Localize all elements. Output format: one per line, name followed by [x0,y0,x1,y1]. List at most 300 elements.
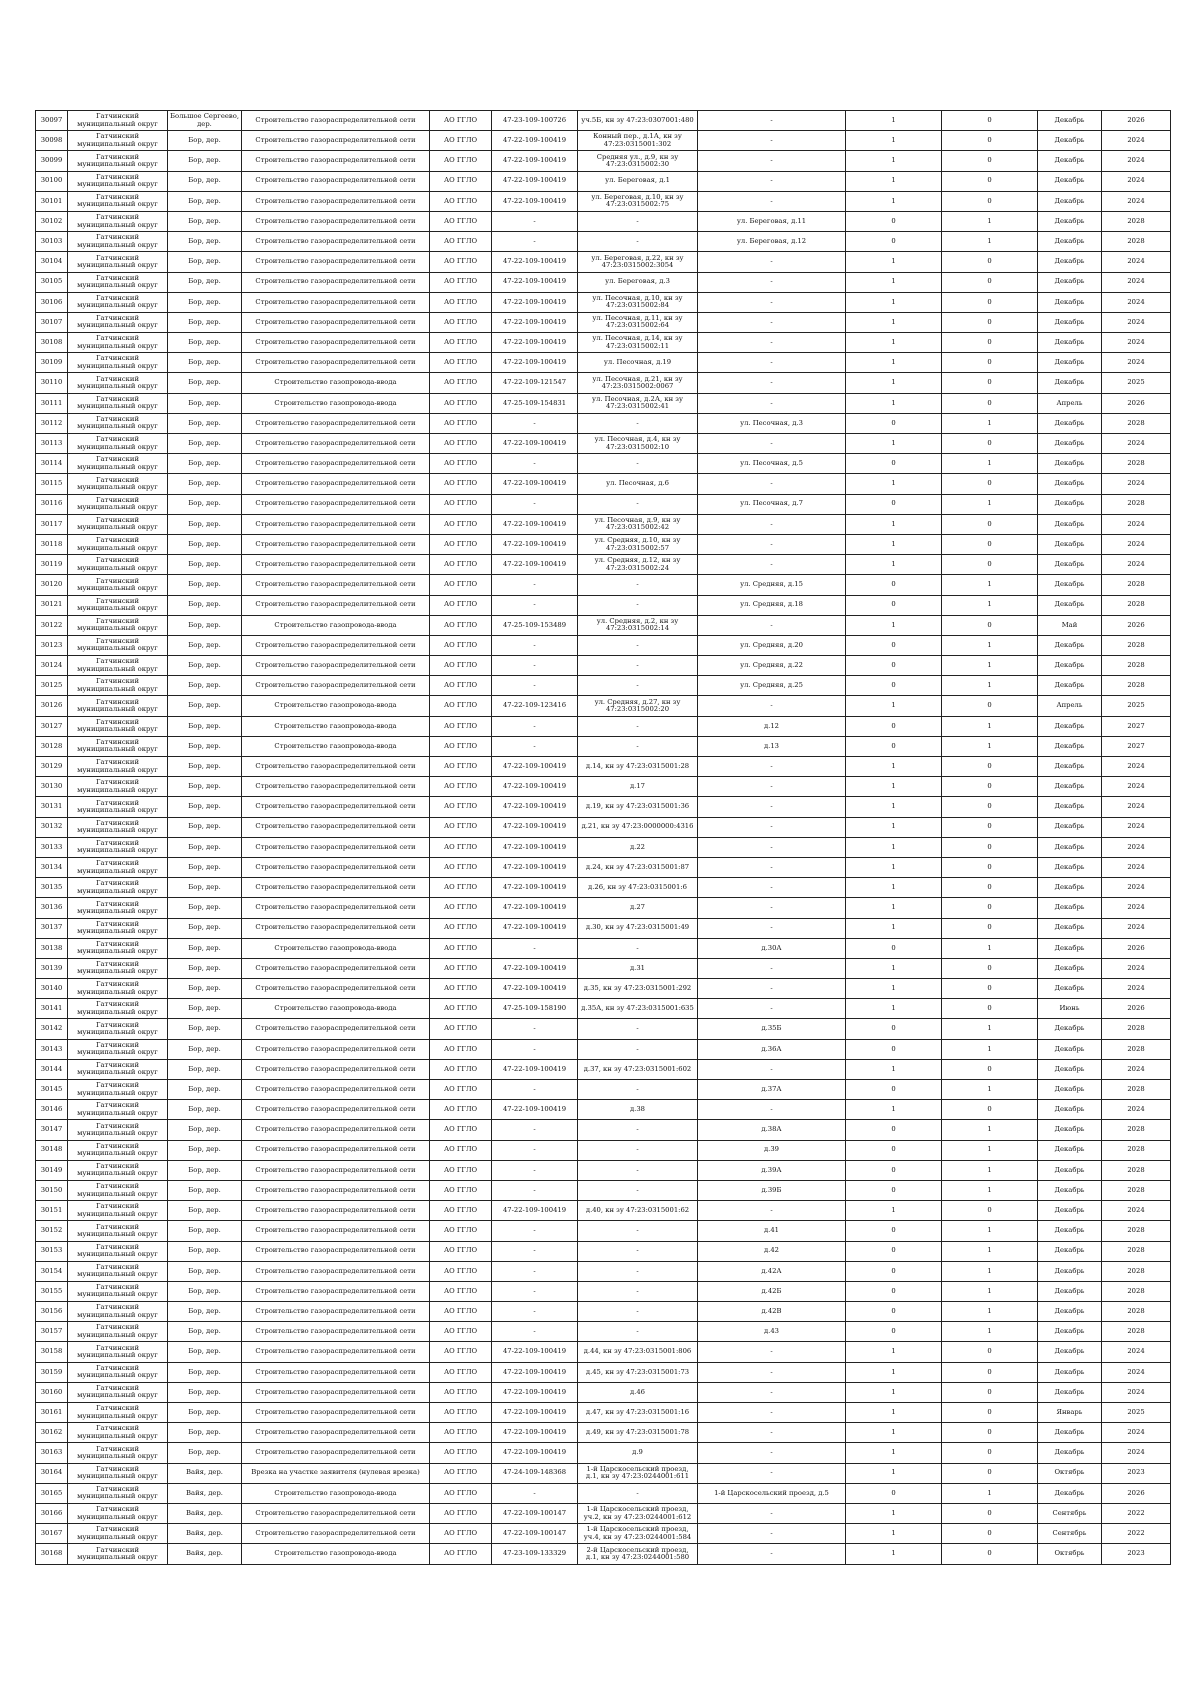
cell-count-b: 0 [942,1362,1038,1382]
cell-address-planned: д.41 [698,1221,846,1241]
cell-work-type: Строительство газораспределительной сети [242,211,430,231]
cell-application-number: 47-22-109-100419 [492,757,578,777]
cell-year: 2024 [1102,292,1171,312]
cell-count-b: 1 [942,736,1038,756]
cell-settlement: Бор, дер. [168,333,242,353]
table-row [36,211,1171,231]
table-row [36,1080,1171,1100]
cell-settlement: Бор, дер. [168,1039,242,1059]
cell-address-planned: - [698,514,846,534]
cell-operator: АО ГГЛО [430,111,492,131]
cell-settlement: Бор, дер. [168,777,242,797]
cell-year: 2028 [1102,1261,1171,1281]
cell-month: Декабрь [1038,292,1102,312]
cell-address-planned: д.42А [698,1261,846,1281]
cell-address-existing: д.31 [578,958,698,978]
cell-work-type: Строительство газораспределительной сети [242,292,430,312]
table-row [36,1201,1171,1221]
cell-count-a: 0 [846,1180,942,1200]
cell-settlement: Бор, дер. [168,1140,242,1160]
cell-settlement: Бор, дер. [168,1221,242,1241]
cell-count-b: 0 [942,979,1038,999]
cell-year: 2024 [1102,837,1171,857]
cell-application-number: - [492,1019,578,1039]
cell-month: Декабрь [1038,252,1102,272]
table-row [36,797,1171,817]
cell-month: Декабрь [1038,454,1102,474]
cell-address-existing: д.17 [578,777,698,797]
cell-operator: АО ГГЛО [430,534,492,554]
cell-count-a: 0 [846,1140,942,1160]
cell-count-a: 1 [846,1524,942,1544]
cell-row-number: 30106 [36,292,68,312]
cell-district: Гатчинский муниципальный округ [68,757,168,777]
cell-address-planned: ул. Песочная, д.7 [698,494,846,514]
cell-application-number: - [492,1140,578,1160]
cell-count-a: 1 [846,171,942,191]
cell-operator: АО ГГЛО [430,393,492,413]
cell-operator: АО ГГЛО [430,999,492,1019]
cell-count-a: 1 [846,393,942,413]
cell-application-number: - [492,595,578,615]
cell-year: 2027 [1102,716,1171,736]
cell-year: 2028 [1102,595,1171,615]
cell-work-type: Строительство газораспределительной сети [242,575,430,595]
cell-work-type: Строительство газораспределительной сети [242,272,430,292]
cell-count-a: 1 [846,373,942,393]
cell-application-number: - [492,211,578,231]
cell-count-a: 1 [846,837,942,857]
cell-year: 2024 [1102,353,1171,373]
cell-operator: АО ГГЛО [430,494,492,514]
cell-year: 2025 [1102,373,1171,393]
cell-row-number: 30129 [36,757,68,777]
cell-count-b: 0 [942,393,1038,413]
cell-row-number: 30113 [36,434,68,454]
cell-district: Гатчинский муниципальный округ [68,979,168,999]
cell-year: 2028 [1102,1281,1171,1301]
cell-count-a: 1 [846,131,942,151]
cell-address-planned: д.30А [698,938,846,958]
table-row [36,1180,1171,1200]
cell-work-type: Строительство газораспределительной сети [242,1403,430,1423]
cell-count-a: 1 [846,474,942,494]
cell-work-type: Строительство газораспределительной сети [242,413,430,433]
cell-year: 2024 [1102,1362,1171,1382]
cell-application-number: - [492,736,578,756]
cell-district: Гатчинский муниципальный округ [68,393,168,413]
cell-operator: АО ГГЛО [430,1463,492,1483]
cell-operator: АО ГГЛО [430,1503,492,1523]
cell-address-planned: - [698,111,846,131]
cell-operator: АО ГГЛО [430,1241,492,1261]
cell-operator: АО ГГЛО [430,1180,492,1200]
cell-count-b: 0 [942,1201,1038,1221]
cell-address-existing: 1-й Царскосельский проезд, уч.2, кн зу 47:23:0244001:612 [578,1503,698,1523]
cell-address-existing: - [578,1140,698,1160]
cell-count-a: 0 [846,716,942,736]
cell-month: Декабрь [1038,736,1102,756]
cell-application-number: 47-22-109-100419 [492,1362,578,1382]
cell-operator: АО ГГЛО [430,938,492,958]
cell-work-type: Строительство газопровода-ввода [242,938,430,958]
cell-row-number: 30097 [36,111,68,131]
cell-operator: АО ГГЛО [430,1039,492,1059]
cell-row-number: 30139 [36,958,68,978]
cell-address-planned: - [698,252,846,272]
cell-row-number: 30112 [36,413,68,433]
table-row [36,111,1171,131]
cell-count-a: 0 [846,232,942,252]
cell-operator: АО ГГЛО [430,252,492,272]
cell-district: Гатчинский муниципальный округ [68,736,168,756]
cell-application-number: - [492,575,578,595]
cell-month: Декабрь [1038,1322,1102,1342]
cell-row-number: 30151 [36,1201,68,1221]
cell-row-number: 30123 [36,635,68,655]
cell-settlement: Бор, дер. [168,1382,242,1402]
cell-month: Декабрь [1038,555,1102,575]
cell-operator: АО ГГЛО [430,656,492,676]
cell-address-existing: - [578,656,698,676]
cell-work-type: Строительство газораспределительной сети [242,1059,430,1079]
cell-operator: АО ГГЛО [430,736,492,756]
cell-district: Гатчинский муниципальный округ [68,1019,168,1039]
cell-year: 2028 [1102,1039,1171,1059]
cell-year: 2024 [1102,958,1171,978]
cell-address-planned: - [698,1362,846,1382]
cell-count-a: 0 [846,1120,942,1140]
cell-settlement: Бор, дер. [168,555,242,575]
cell-row-number: 30146 [36,1100,68,1120]
cell-address-existing: ул. Песочная, д.11, кн зу 47:23:0315002:64 [578,312,698,332]
cell-settlement: Бор, дер. [168,958,242,978]
table-row [36,1302,1171,1322]
table-row [36,514,1171,534]
cell-count-a: 1 [846,514,942,534]
table-row [36,191,1171,211]
cell-application-number: 47-22-109-100419 [492,857,578,877]
cell-settlement: Бор, дер. [168,1059,242,1079]
cell-row-number: 30145 [36,1080,68,1100]
table-row [36,353,1171,373]
cell-application-number: 47-22-109-100419 [492,474,578,494]
cell-month: Декабрь [1038,211,1102,231]
table-row [36,312,1171,332]
cell-operator: АО ГГЛО [430,817,492,837]
cell-address-planned: д.42 [698,1241,846,1261]
cell-operator: АО ГГЛО [430,1322,492,1342]
cell-work-type: Строительство газораспределительной сети [242,232,430,252]
cell-work-type: Строительство газораспределительной сети [242,1080,430,1100]
cell-count-b: 0 [942,757,1038,777]
cell-settlement: Бор, дер. [168,1342,242,1362]
cell-district: Гатчинский муниципальный округ [68,615,168,635]
cell-year: 2024 [1102,474,1171,494]
cell-count-a: 1 [846,797,942,817]
table-row [36,615,1171,635]
cell-month: Декабрь [1038,595,1102,615]
cell-work-type: Строительство газораспределительной сети [242,1281,430,1301]
cell-count-b: 0 [942,1403,1038,1423]
table-row [36,1281,1171,1301]
cell-address-planned: - [698,1382,846,1402]
cell-settlement: Бор, дер. [168,534,242,554]
table-row [36,454,1171,474]
cell-work-type: Строительство газораспределительной сети [242,131,430,151]
cell-settlement: Бор, дер. [168,312,242,332]
cell-row-number: 30121 [36,595,68,615]
cell-settlement: Бор, дер. [168,575,242,595]
cell-year: 2024 [1102,131,1171,151]
cell-address-planned: д.13 [698,736,846,756]
cell-month: Декабрь [1038,272,1102,292]
table-row [36,635,1171,655]
cell-count-b: 0 [942,312,1038,332]
cell-row-number: 30126 [36,696,68,716]
cell-settlement: Бор, дер. [168,1120,242,1140]
cell-work-type: Врезка на участке заявителя (нулевая врезка) [242,1463,430,1483]
cell-application-number: 47-22-109-100419 [492,918,578,938]
cell-work-type: Строительство газораспределительной сети [242,1342,430,1362]
cell-address-planned: - [698,151,846,171]
cell-work-type: Строительство газораспределительной сети [242,757,430,777]
cell-application-number: 47-22-109-100419 [492,979,578,999]
cell-settlement: Бор, дер. [168,656,242,676]
cell-work-type: Строительство газораспределительной сети [242,1261,430,1281]
cell-row-number: 30167 [36,1524,68,1544]
cell-month: Декабрь [1038,878,1102,898]
cell-month: Апрель [1038,696,1102,716]
cell-settlement: Бор, дер. [168,131,242,151]
cell-address-existing: - [578,1039,698,1059]
cell-address-existing: д.49, кн зу 47:23:0315001:78 [578,1423,698,1443]
cell-application-number: - [492,1160,578,1180]
cell-address-existing: 1-й Царскосельский проезд, уч.4, кн зу 47:23:0244001:584 [578,1524,698,1544]
cell-address-existing: д.40, кн зу 47:23:0315001:62 [578,1201,698,1221]
cell-month: Декабрь [1038,1120,1102,1140]
cell-address-planned: - [698,958,846,978]
cell-count-b: 0 [942,1100,1038,1120]
cell-address-existing: ул. Песочная, д.2А, кн зу 47:23:0315002:41 [578,393,698,413]
cell-count-b: 1 [942,1322,1038,1342]
cell-year: 2024 [1102,534,1171,554]
cell-year: 2024 [1102,757,1171,777]
cell-address-existing: д.46 [578,1382,698,1402]
cell-row-number: 30138 [36,938,68,958]
cell-settlement: Бор, дер. [168,1423,242,1443]
cell-work-type: Строительство газораспределительной сети [242,1241,430,1261]
cell-application-number: - [492,1483,578,1503]
cell-count-b: 1 [942,635,1038,655]
cell-year: 2024 [1102,898,1171,918]
cell-row-number: 30104 [36,252,68,272]
table-row [36,857,1171,877]
cell-work-type: Строительство газораспределительной сети [242,817,430,837]
cell-operator: АО ГГЛО [430,575,492,595]
cell-row-number: 30109 [36,353,68,373]
cell-year: 2023 [1102,1463,1171,1483]
cell-application-number: 47-22-109-123416 [492,696,578,716]
cell-address-existing: ул. Песочная, д.21, кн зу 47:23:0315002:0067 [578,373,698,393]
cell-month: Декабрь [1038,1059,1102,1079]
cell-row-number: 30120 [36,575,68,595]
cell-count-b: 0 [942,151,1038,171]
cell-operator: АО ГГЛО [430,1403,492,1423]
table-row [36,696,1171,716]
cell-address-existing: - [578,676,698,696]
cell-count-b: 1 [942,676,1038,696]
cell-work-type: Строительство газопровода-ввода [242,716,430,736]
cell-address-existing: 1-й Царскосельский проезд, д.1, кн зу 47:23:0244001:611 [578,1463,698,1483]
table-row [36,817,1171,837]
cell-count-b: 0 [942,696,1038,716]
cell-work-type: Строительство газораспределительной сети [242,1160,430,1180]
cell-year: 2028 [1102,1241,1171,1261]
cell-application-number: 47-22-109-100419 [492,958,578,978]
cell-settlement: Бор, дер. [168,393,242,413]
cell-address-existing: - [578,1322,698,1342]
cell-district: Гатчинский муниципальный округ [68,1322,168,1342]
cell-year: 2028 [1102,232,1171,252]
cell-month: Декабрь [1038,757,1102,777]
cell-address-planned: д.39 [698,1140,846,1160]
cell-count-a: 1 [846,1403,942,1423]
cell-settlement: Бор, дер. [168,1322,242,1342]
cell-district: Гатчинский муниципальный округ [68,1503,168,1523]
cell-address-existing: д.47, кн зу 47:23:0315001:16 [578,1403,698,1423]
cell-settlement: Бор, дер. [168,918,242,938]
table-row [36,1403,1171,1423]
cell-district: Гатчинский муниципальный округ [68,373,168,393]
cell-count-a: 1 [846,1443,942,1463]
cell-count-a: 0 [846,656,942,676]
cell-district: Гатчинский муниципальный округ [68,1483,168,1503]
cell-month: Декабрь [1038,958,1102,978]
cell-year: 2028 [1102,1180,1171,1200]
cell-address-planned: - [698,474,846,494]
table-row [36,777,1171,797]
cell-count-b: 1 [942,1019,1038,1039]
table-row [36,333,1171,353]
cell-month: Декабрь [1038,1180,1102,1200]
cell-row-number: 30125 [36,676,68,696]
cell-work-type: Строительство газораспределительной сети [242,777,430,797]
cell-address-existing: ул. Береговая, д.1 [578,171,698,191]
cell-row-number: 30115 [36,474,68,494]
cell-settlement: Бор, дер. [168,413,242,433]
cell-district: Гатчинский муниципальный округ [68,211,168,231]
cell-month: Декабрь [1038,1423,1102,1443]
cell-operator: АО ГГЛО [430,1483,492,1503]
cell-address-existing: ул. Береговая, д.22, кн зу 47:23:0315002:3054 [578,252,698,272]
cell-count-a: 0 [846,1080,942,1100]
cell-settlement: Вайя, дер. [168,1483,242,1503]
cell-address-existing: ул. Средняя, д.27, кн зу 47:23:0315002:20 [578,696,698,716]
cell-count-b: 0 [942,514,1038,534]
cell-district: Гатчинский муниципальный округ [68,1140,168,1160]
cell-row-number: 30158 [36,1342,68,1362]
table-row [36,1120,1171,1140]
cell-year: 2026 [1102,1483,1171,1503]
cell-count-b: 1 [942,595,1038,615]
cell-application-number: - [492,1261,578,1281]
cell-year: 2024 [1102,857,1171,877]
cell-application-number: - [492,1281,578,1301]
cell-application-number: 47-25-109-158190 [492,999,578,1019]
cell-operator: АО ГГЛО [430,1019,492,1039]
cell-work-type: Строительство газораспределительной сети [242,151,430,171]
cell-settlement: Бор, дер. [168,434,242,454]
cell-address-planned: - [698,171,846,191]
cell-row-number: 30163 [36,1443,68,1463]
cell-district: Гатчинский муниципальный округ [68,878,168,898]
cell-work-type: Строительство газораспределительной сети [242,333,430,353]
cell-count-b: 0 [942,191,1038,211]
cell-district: Гатчинский муниципальный округ [68,131,168,151]
cell-year: 2026 [1102,938,1171,958]
cell-work-type: Строительство газораспределительной сети [242,1362,430,1382]
cell-count-a: 1 [846,1100,942,1120]
cell-address-planned: - [698,918,846,938]
cell-work-type: Строительство газораспределительной сети [242,252,430,272]
cell-address-planned: - [698,1443,846,1463]
cell-row-number: 30127 [36,716,68,736]
cell-district: Гатчинский муниципальный округ [68,413,168,433]
cell-address-existing: - [578,595,698,615]
cell-application-number: 47-22-109-100419 [492,837,578,857]
cell-district: Гатчинский муниципальный округ [68,938,168,958]
table-row [36,898,1171,918]
cell-application-number: 47-22-109-100419 [492,272,578,292]
cell-count-a: 1 [846,555,942,575]
cell-district: Гатчинский муниципальный округ [68,1180,168,1200]
cell-address-existing: д.35, кн зу 47:23:0315001:292 [578,979,698,999]
cell-district: Гатчинский муниципальный округ [68,777,168,797]
cell-settlement: Бор, дер. [168,716,242,736]
table-row [36,474,1171,494]
cell-district: Гатчинский муниципальный округ [68,111,168,131]
cell-district: Гатчинский муниципальный округ [68,837,168,857]
cell-district: Гатчинский муниципальный округ [68,857,168,877]
cell-settlement: Бор, дер. [168,615,242,635]
cell-address-existing: - [578,232,698,252]
cell-row-number: 30131 [36,797,68,817]
cell-operator: АО ГГЛО [430,151,492,171]
cell-district: Гатчинский муниципальный округ [68,1342,168,1362]
cell-settlement: Бор, дер. [168,595,242,615]
cell-count-b: 1 [942,1120,1038,1140]
cell-settlement: Бор, дер. [168,676,242,696]
cell-count-b: 1 [942,1180,1038,1200]
cell-application-number: - [492,1039,578,1059]
cell-month: Октябрь [1038,1544,1102,1564]
table-row [36,1039,1171,1059]
cell-row-number: 30160 [36,1382,68,1402]
cell-address-planned: д.35Б [698,1019,846,1039]
cell-address-existing: д.27 [578,898,698,918]
cell-address-existing: д.19, кн зу 47:23:0315001:36 [578,797,698,817]
cell-address-existing: - [578,635,698,655]
cell-application-number: - [492,1302,578,1322]
table-row [36,1423,1171,1443]
cell-application-number: - [492,676,578,696]
cell-count-b: 0 [942,1342,1038,1362]
cell-year: 2024 [1102,333,1171,353]
table-row [36,272,1171,292]
cell-district: Гатчинский муниципальный округ [68,1423,168,1443]
cell-row-number: 30156 [36,1302,68,1322]
